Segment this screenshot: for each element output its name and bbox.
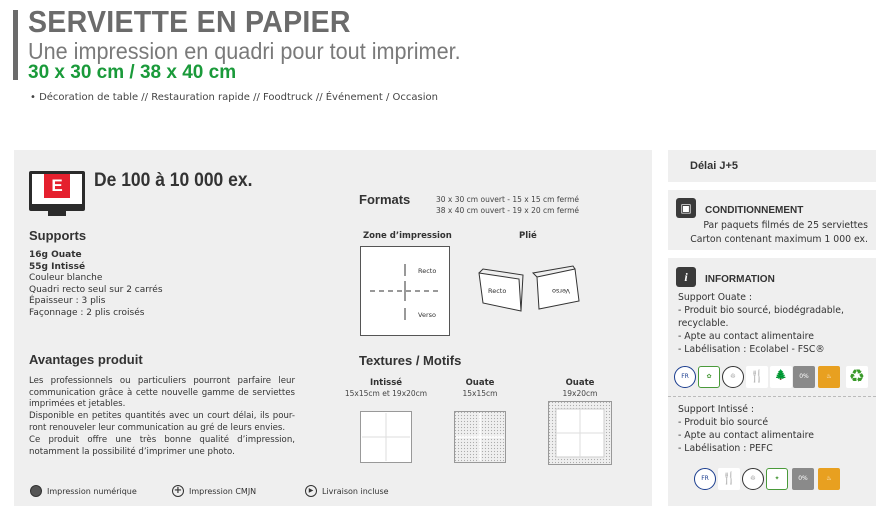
food-contact-icon: 🍴	[718, 468, 740, 490]
verso-label: Verso	[418, 311, 436, 319]
format-line: 38 x 40 cm ouvert - 19 x 20 cm fermé	[436, 206, 580, 215]
monitor-icon	[29, 171, 85, 211]
info-icon: i	[676, 267, 696, 287]
texture-size: 19x20cm	[562, 389, 598, 398]
legend-delivery: ▶ Livraison incluse	[305, 485, 389, 497]
usage-line: • Décoration de table // Restauration rapide // Foodtruck // Événement / Occasion	[30, 92, 438, 103]
intisse-line: - Labélisation : PEFC	[678, 443, 773, 454]
category-badge: E	[44, 174, 70, 198]
monitor-stand	[48, 211, 66, 216]
food-contact-icon: 🍴	[746, 366, 768, 388]
texture-intisse-swatch	[360, 411, 412, 463]
texture-size: 15x15cm	[462, 389, 498, 398]
divider	[668, 396, 876, 397]
supports-line: Couleur blanche	[29, 273, 103, 283]
texture-ouate-small-swatch	[454, 411, 506, 463]
supports-line: Épaisseur : 3 plis	[29, 296, 106, 306]
intisse-title: Support Intissé :	[678, 404, 755, 415]
page-title: SERVIETTE EN PAPIER	[28, 4, 351, 39]
box-icon: ▣	[676, 198, 696, 218]
format-line: 30 x 30 cm ouvert - 15 x 15 cm fermé	[436, 195, 580, 204]
pefc-icon: ✦	[766, 468, 788, 490]
header-accent-bar	[13, 10, 18, 80]
legend-cmyk: + Impression CMJN	[173, 485, 257, 496]
formats-title: Formats	[359, 192, 411, 207]
recycle-compost-icon: ♲	[742, 468, 764, 490]
cmyk-plus-icon: +	[173, 485, 183, 496]
sizes-heading: 30 x 30 cm / 38 x 40 cm	[28, 62, 237, 83]
advantages-text: Disponible en petites quantités avec un court délai, ils pour-ront renouveler leur communication au gré de leurs envies.	[29, 411, 295, 433]
supports-line: 55g Intissé	[29, 261, 86, 272]
packaging-line: Carton contenant maximum 1 000 ex.	[690, 234, 868, 245]
supports-title: Supports	[29, 228, 87, 243]
ouate-line: recyclable.	[678, 318, 729, 329]
information-title: INFORMATION	[705, 274, 775, 285]
ecolabel-icon: ✿	[698, 366, 720, 388]
advantages-title: Avantages produit	[29, 352, 143, 367]
packaging-title: CONDITIONNEMENT	[705, 205, 804, 216]
advantages-text: Ce produit offre une très bonne qualité d’impression, notamment la possibilité d’imprimer une photo.	[29, 435, 295, 457]
recycle-icon: ♻	[846, 366, 868, 388]
packaging-line: Par paquets filmés de 25 serviettes	[703, 220, 868, 231]
supports-line: 16g Ouate	[29, 250, 82, 260]
supports-line: Façonnage : 2 plis croisés	[29, 307, 145, 318]
textures-title: Textures / Motifs	[359, 353, 462, 368]
delay-text: Délai J+5	[690, 160, 739, 172]
texture-size: 15x15cm et 19x20cm	[344, 389, 428, 398]
recycle-compost-icon: ♲	[722, 366, 744, 388]
intisse-line: - Apte au contact alimentaire	[678, 430, 814, 441]
recto-label: Recto	[418, 267, 437, 275]
ouate-title: Support Ouate :	[678, 292, 753, 303]
delivery-play-icon: ▶	[305, 485, 317, 497]
texture-name: Ouate	[465, 378, 495, 388]
digital-print-icon	[30, 485, 42, 497]
fold-lines	[360, 246, 450, 336]
ouate-line: - Apte au contact alimentaire	[678, 331, 814, 342]
fsc-icon: 🌲	[770, 366, 792, 388]
intisse-line: - Produit bio sourcé	[678, 417, 769, 428]
made-in-france-icon: FR	[674, 366, 696, 388]
texture-ouate-large-swatch	[548, 401, 612, 465]
compostable-icon: ♨	[818, 366, 840, 388]
ouate-line: - Produit bio sourcé, biodégradable,	[678, 305, 844, 316]
print-zone-label: Zone d’impression	[363, 231, 452, 241]
zero-plastic-icon: 0%	[792, 468, 814, 490]
folded-verso-label: Verso	[552, 287, 570, 295]
texture-name: Ouate	[565, 378, 595, 388]
quantity-range: De 100 à 10 000 ex.	[94, 170, 253, 191]
legend-digital: Impression numérique	[30, 485, 137, 497]
folded-recto-label: Recto	[488, 287, 507, 295]
folded-label: Plié	[519, 231, 537, 241]
advantages-text: Les professionnels ou particuliers pourront parfaire leur communication grâce à cette nouvelle gamme de serviettes imprimées et jetables.	[29, 376, 295, 409]
compostable-icon: ♨	[818, 468, 840, 490]
page-subtitle: Une impression en quadri pour tout imprimer.	[28, 38, 461, 64]
made-in-france-icon: FR	[694, 468, 716, 490]
texture-name: Intissé	[369, 378, 403, 388]
zero-plastic-icon: 0%	[793, 366, 815, 388]
supports-line: Quadri recto seul sur 2 carrés	[29, 284, 163, 295]
ouate-line: - Labélisation : Ecolabel - FSC®	[678, 344, 825, 355]
